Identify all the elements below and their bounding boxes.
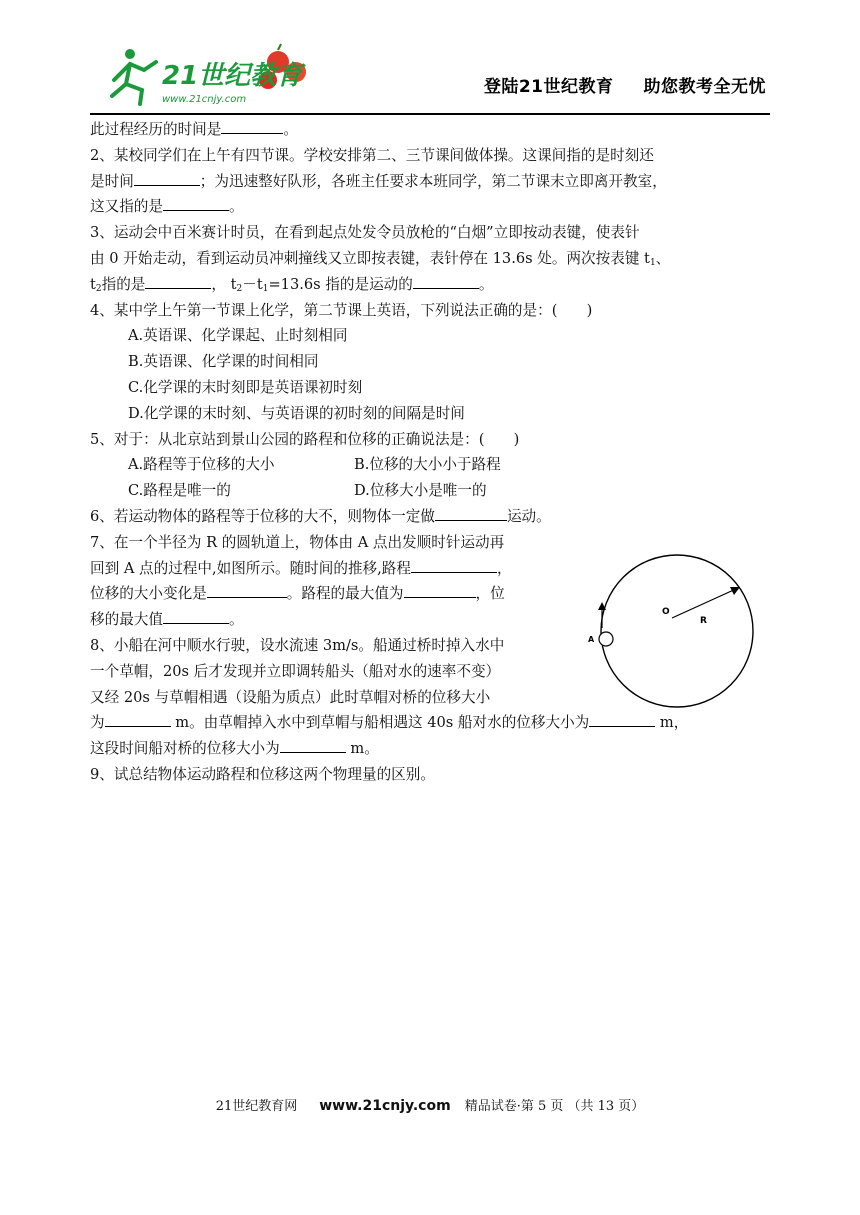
page-header xyxy=(90,40,770,116)
header-divider xyxy=(90,113,770,115)
question-3: 3、运动会中百米赛计时员，在看到起点处发令员放枪的“白烟”立即按动表键，使表针 xyxy=(90,224,640,242)
answer-blank xyxy=(404,583,476,598)
header-slogan xyxy=(484,72,766,97)
answer-blank xyxy=(105,712,171,727)
slogan-left: 登陆21世纪教育 xyxy=(483,77,614,97)
question-2-line-3: 这又指的是 。 xyxy=(90,198,244,216)
slogan-right: 助您教考全无忧 xyxy=(643,77,766,97)
question-7-line-3: 位移的大小变化是 。路程的最大值为 ，位 xyxy=(90,585,505,603)
question-4-option-b: B.英语课、化学课的时间相同 xyxy=(128,353,319,371)
radius-label: R xyxy=(700,616,707,626)
answer-blank xyxy=(435,506,507,521)
question-7-line-2: 回到 A 点的过程中,如图所示。随时间的推移,路程 ， xyxy=(90,559,512,577)
answer-blank xyxy=(145,274,211,289)
question-5-options-ab xyxy=(90,452,780,478)
circular-track-diagram xyxy=(588,546,762,716)
logo-url: www.21cnjy.com xyxy=(162,94,247,105)
question-9: 9、试总结物体运动路程和位移这两个物理量的区别。 xyxy=(90,765,435,783)
question-7-line-4: 移的最大值 。 xyxy=(90,611,244,629)
question-4-option-c: C.化学课的末时刻即是英语课初时刻 xyxy=(128,378,363,396)
answer-blank xyxy=(413,274,479,289)
track-circle xyxy=(601,555,753,707)
center-label: O xyxy=(662,607,670,617)
question-5: 5、对于：从北京站到景山公园的路程和位移的正确说法是：( ) xyxy=(90,430,520,448)
footer-left: 21世纪教育网 xyxy=(215,1099,298,1114)
question-5-option-b: B.位移的大小小于路程 xyxy=(354,456,501,474)
answer-blank xyxy=(134,171,200,186)
question-5-option-c: C.路程是唯一的 xyxy=(128,482,231,500)
answer-blank xyxy=(207,583,287,598)
answer-blank xyxy=(221,119,283,134)
question-8-line-4: 为 m。由草帽掉入水中到草帽与船相遇这 40s 船对水的位移大小为 m， xyxy=(90,714,689,732)
answer-blank xyxy=(280,738,346,753)
footer-site: www.21cnjy.com xyxy=(319,1098,451,1114)
question-3-line-2: 由 0 开始走动，看到运动员冲刺撞线又立即按表键，表针停在 13.6s 处。两次按表键 $t_1$、 xyxy=(90,249,671,268)
question-5-option-d: D.位移大小是唯一的 xyxy=(354,482,487,500)
question-1-tail: 此过程经历的时间是 。 xyxy=(90,121,298,138)
answer-blank xyxy=(163,609,229,624)
question-4: 4、某中学上午第一节课上化学，第二节课上英语，下列说法正确的是：( ) xyxy=(90,301,593,319)
answer-blank xyxy=(411,558,497,573)
question-7: 7、在一个半径为 R 的圆轨道上，物体由 A 点出发顺时针运动再 xyxy=(90,533,505,551)
question-4-option-d: D.化学课的末时刻、与英语课的初时刻的间隔是时间 xyxy=(128,404,465,422)
logo-21cnjy xyxy=(100,40,320,112)
question-8-line-2: 一个草帽，20s 后才发现并立即调转船头（船对水的速率不变） xyxy=(90,662,501,680)
question-4-option-a: A.英语课、化学课起、止时刻相同 xyxy=(128,327,348,345)
answer-blank xyxy=(163,196,229,211)
question-5-options-cd xyxy=(90,478,780,504)
question-5-option-a: A.路程等于位移的大小 xyxy=(128,456,275,474)
radius-line xyxy=(672,588,738,618)
page-footer xyxy=(0,1095,860,1114)
question-2-line-2: 是时间 ；为迅速整好队形，各班主任要求本班同学，第二节课末立即离开教室， xyxy=(90,172,667,190)
question-8: 8、小船在河中顺水行驶，设水流速 3m/s。船通过桥时掉入水中 xyxy=(90,636,505,654)
question-6: 6、若运动物体的路程等于位移的大不，则物体一定做 运动。 xyxy=(90,507,551,525)
object-point-a xyxy=(599,632,613,646)
logo-wordmark: 21世纪教育 xyxy=(162,61,303,91)
question-3-line-3: $t_2$指的是 ， $t_2-t_1=13.6s$ 指的是运动的 。 xyxy=(90,275,494,294)
question-8-line-5: 这段时间船对桥的位移大小为 m。 xyxy=(90,740,379,758)
question-8-line-3: 又经 20s 与草帽相遇（设船为质点）此时草帽对桥的位移大小 xyxy=(90,688,491,706)
question-2: 2、某校同学们在上午有四节课。学校安排第二、三节课间做体操。这课间指的是时刻还 xyxy=(90,146,654,164)
footer-page-info: 精品试卷·第 5 页 （共 13 页） xyxy=(464,1099,645,1114)
point-a-label: A xyxy=(588,635,595,644)
